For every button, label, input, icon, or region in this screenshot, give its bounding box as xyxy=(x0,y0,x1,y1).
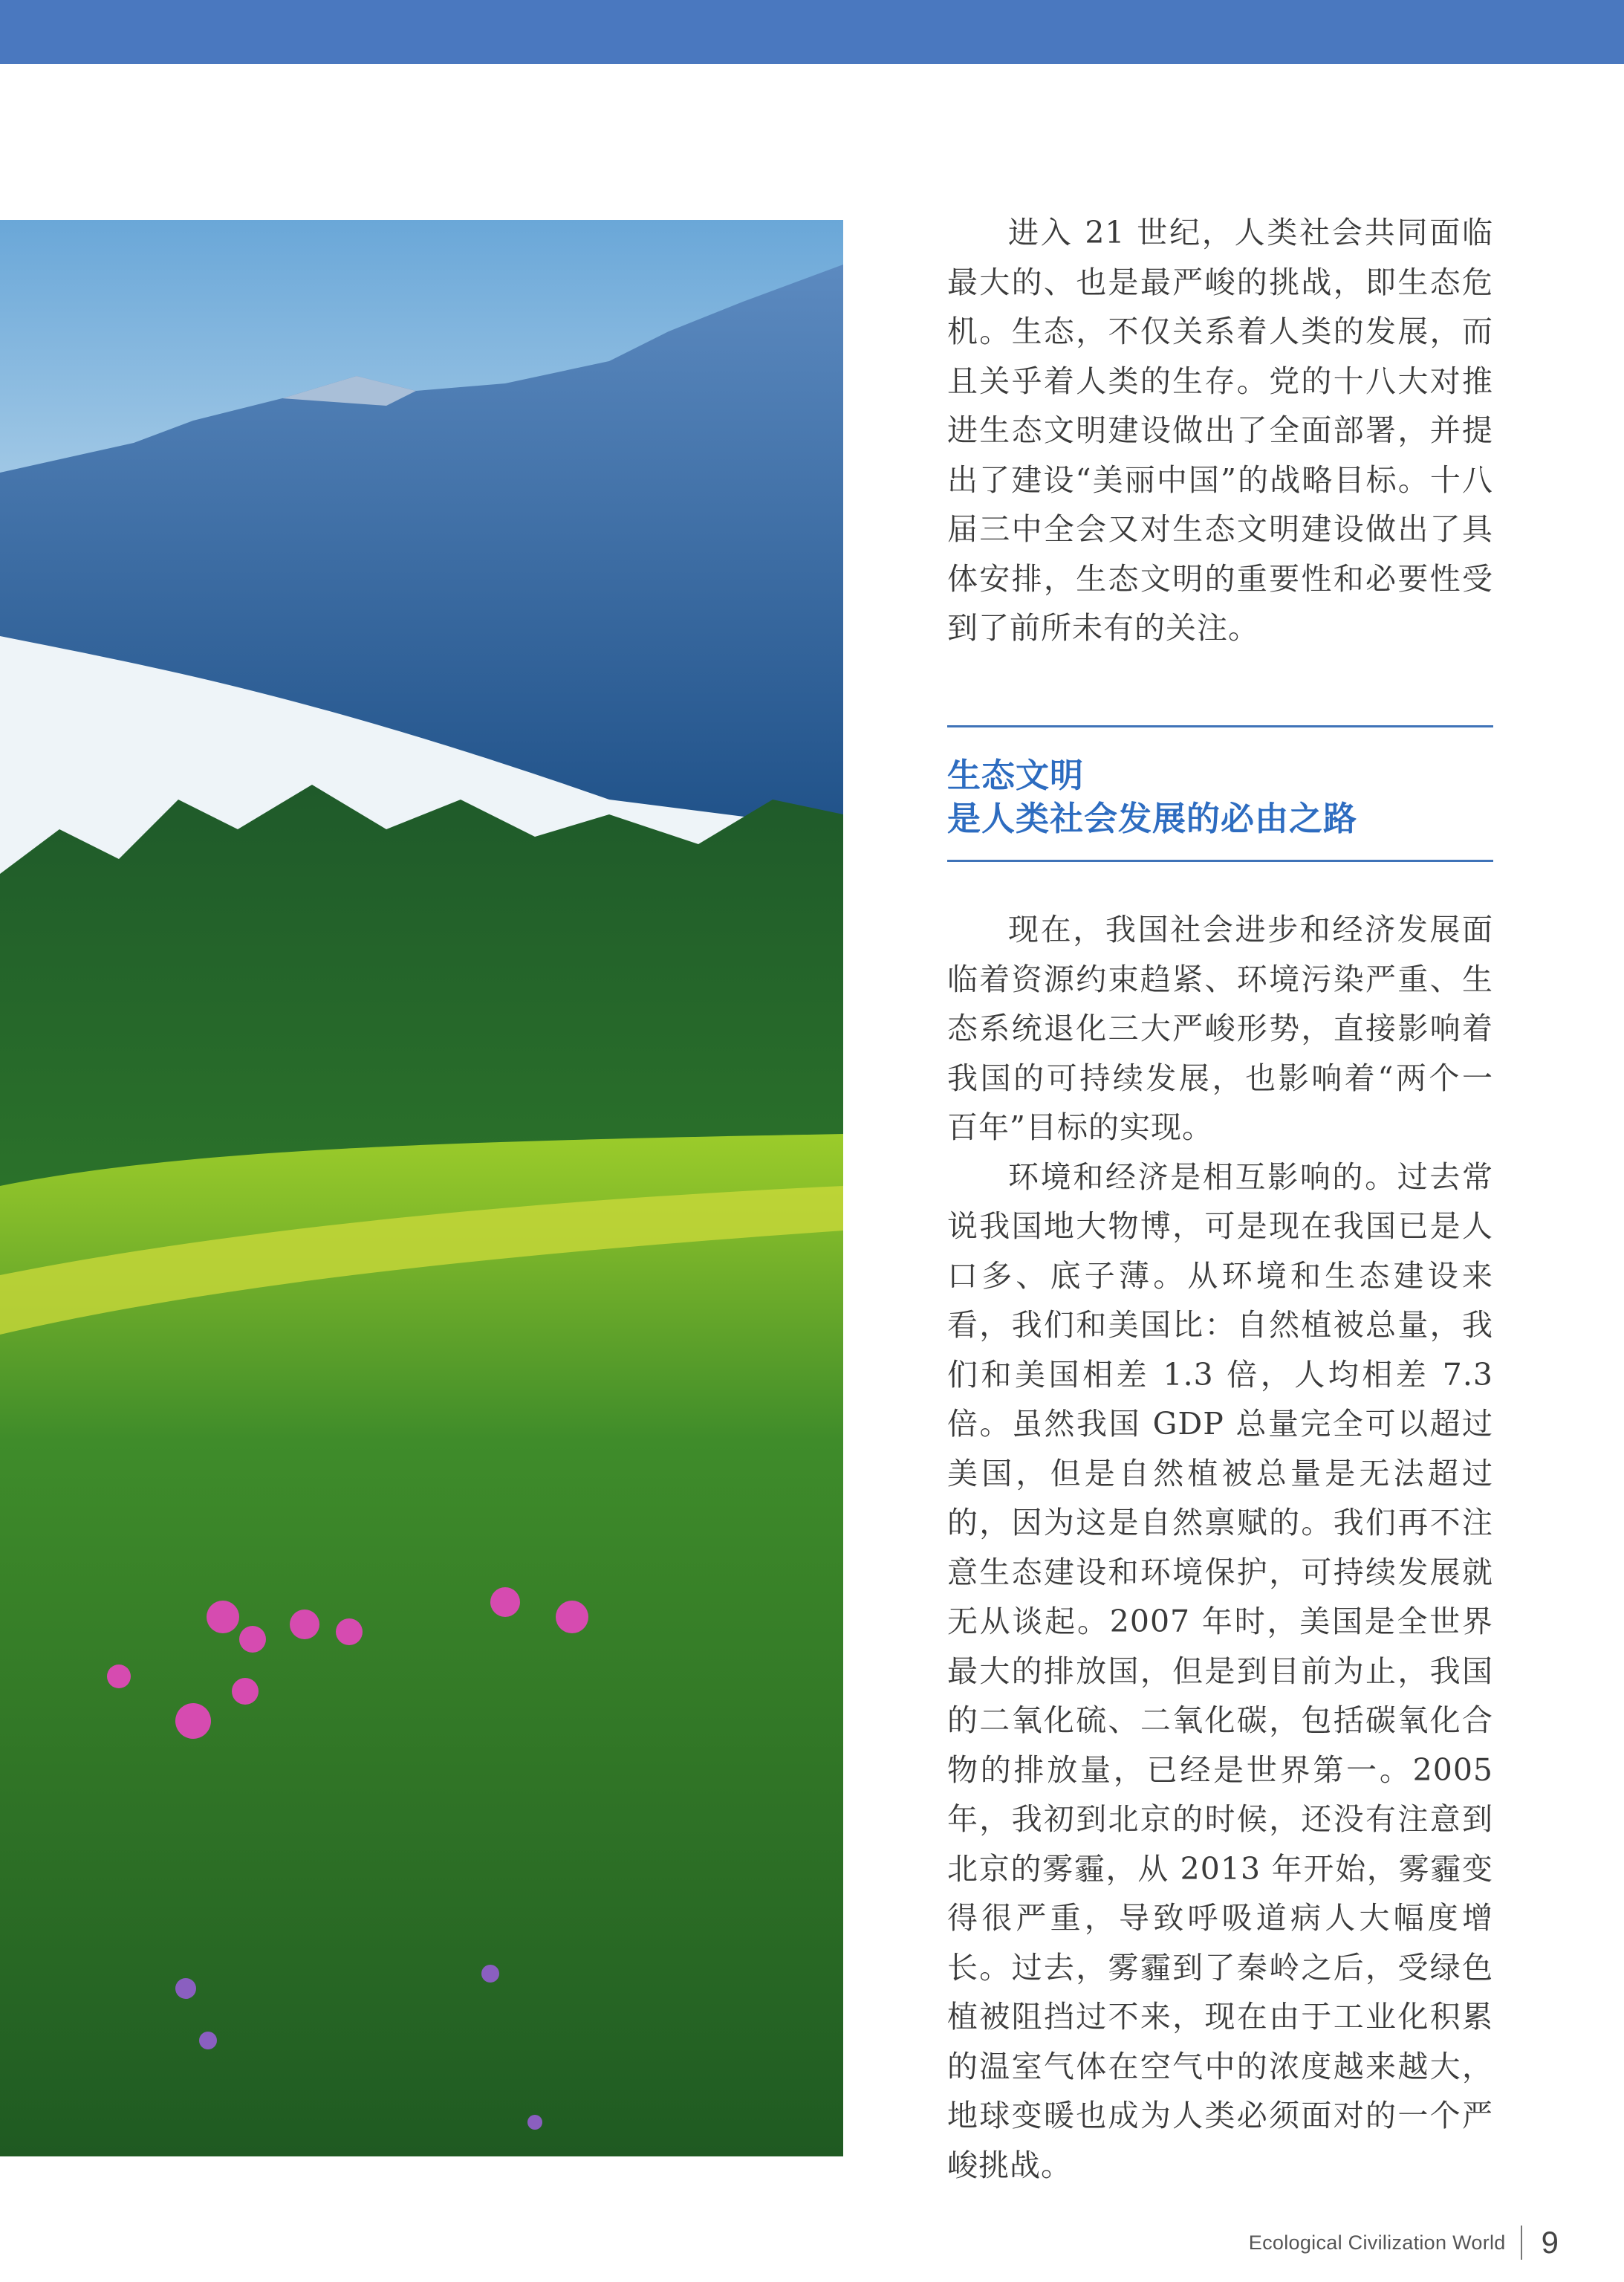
intro-paragraph: 进入 21 世纪，人类社会共同面临最大的、也是最严峻的挑战，即生态危机。生态，不仅关系着人类的发展，而且关乎着人类的生存。党的十八大对推进生态文明建设做出了全面部署，并提出了建设“美丽中国”的战略目标。十八届三中全会又对生态文明建设做出了具体安排，生态文明的重要性和必要性受到了前所未有的关注。 xyxy=(947,215,1493,646)
footer-divider xyxy=(1521,2226,1522,2260)
page-footer xyxy=(1249,2225,1559,2260)
publication-name: Ecological Civilization World xyxy=(1248,2231,1506,2254)
section-heading xyxy=(947,725,1493,862)
section-body xyxy=(947,905,1493,2190)
intro-text xyxy=(947,208,1493,653)
body-paragraph-1: 现在，我国社会进步和经济发展面临着资源约束趋紧、环境污染严重、生态系统退化三大严峻形势，直接影响着我国的可持续发展，也影响着“两个一百年”目标的实现。 xyxy=(947,912,1493,1145)
section-heading-line-1: 生态文明 xyxy=(947,756,1085,795)
body-paragraph-2: 环境和经济是相互影响的。过去常说我国地大物博，可是现在我国已是人口多、底子薄。从环境和生态建设来看，我们和美国比：自然植被总量，我们和美国相差 1.3 倍，人均相差 7.3 倍。虽然我国 GDP 总量完全可以超过美国，但是自然植被总量是无法超过的，因为这是自然禀赋的。我们再不注意生态建设和环境保护，可持续发展就无从谈起。2007 年时，美国是全世界最大的排放国，但是到目前为止，我国的二氧化硫、二氧化碳，包括碳氧化合物的排放量，已经是世界第一。2005 年，我初到北京的时候，还没有注意到北京的雾霾，从 2013 年开始，雾霾变得很严重，导致呼吸道病人大幅度增长。过去，雾霾到了秦岭之后，受绿色植被阻挡过不来，现在由于工业化积累的温室气体在空气中的浓度越来越大，地球变暖也成为人类必须面对的一个严峻挑战。 xyxy=(947,1158,1493,2183)
top-color-bar xyxy=(0,0,1624,64)
landscape-photo xyxy=(0,220,843,2156)
page-number: 9 xyxy=(1541,2225,1559,2260)
section-heading-line-2: 是人类社会发展的必由之路 xyxy=(947,799,1358,838)
